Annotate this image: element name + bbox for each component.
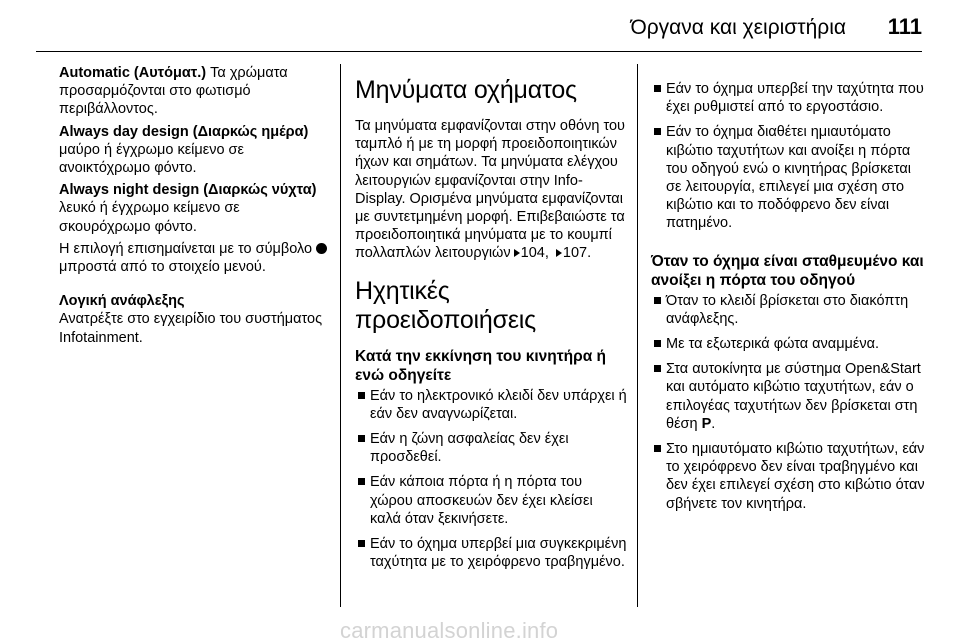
audible-warnings-heading: Ηχητικές προειδοποιήσεις xyxy=(355,276,536,334)
logic-heading: Λογική ανάφλεξης xyxy=(59,293,185,310)
page-number: 111 xyxy=(887,14,922,39)
engine-start-list xyxy=(355,387,627,572)
list-item xyxy=(651,292,925,328)
selection-text-post: μπροστά από το στοιχείο μενού. xyxy=(59,259,266,276)
list-item-text: Εάν η ζώνη ασφαλείας δεν έχει προσδεθεί. xyxy=(370,431,569,466)
night-design-text: λευκό ή έγχρωμο κείμενο σε σκουρόχρωμο φόντο. xyxy=(59,200,240,235)
selection-paragraph xyxy=(59,240,329,276)
square-bullet-icon xyxy=(358,435,365,442)
reference-separator: , xyxy=(544,245,553,262)
watermark: carmanualsonline.info xyxy=(340,618,559,643)
reference-end: . xyxy=(587,245,592,262)
list-item-text: Όταν το κλειδί βρίσκεται στο διακόπτη ανάφλεξης. xyxy=(666,292,909,327)
automatic-text: Τα χρώματα προσαρμόζονται στο φωτισμό περιβάλλοντος. xyxy=(59,65,288,118)
list-item-text: Στα αυτοκίνητα με σύστημα Open&Start και αυτόματο κιβώτιο ταχυτήτων, εάν ο επιλογέας ταχυτήτων δεν βρίσκεται στη θέση xyxy=(666,361,921,432)
night-design-label: Always night design (Διαρκώς νύχτα) xyxy=(59,182,317,199)
list-item-text: Με τα εξωτερικά φώτα αναμμένα. xyxy=(666,336,880,353)
page-header xyxy=(0,0,960,52)
vehicle-messages-text xyxy=(355,117,627,263)
header-divider xyxy=(36,51,922,52)
list-item xyxy=(651,360,925,433)
square-bullet-icon xyxy=(358,392,365,399)
list-item-text: Στο ημιαυτόματο κιβώτιο ταχυτήτων, εάν το χειρόφρενο δεν είναι τραβηγμένο και δεν έχει επιλεγεί σχέση στο κιβώτιο όταν σβήνετε τον κινητήρα. xyxy=(666,441,925,512)
day-design-text: μαύρο ή έγχρωμο κείμενο σε ανοικτόχρωμο φόντο. xyxy=(59,141,244,177)
list-item-text: Εάν το όχημα υπερβεί μια συγκεκριμένη ταχύτητα με το χειρόφρενο τραβηγμένο. xyxy=(370,536,627,571)
list-item xyxy=(651,123,925,232)
list-item xyxy=(355,387,627,423)
reference-arrow-icon xyxy=(514,249,520,257)
automatic-paragraph xyxy=(59,64,329,119)
reference-page-2[interactable]: 107 xyxy=(562,245,588,262)
list-item xyxy=(355,535,627,571)
parked-subheading: Όταν το όχημα είναι σταθμευμένο και ανοίξει η πόρτα του οδηγού xyxy=(651,252,924,289)
day-design-paragraph xyxy=(59,123,329,178)
gear-position-p: P xyxy=(701,415,712,432)
parked-list xyxy=(651,292,925,513)
speed-list xyxy=(651,80,925,233)
column-1 xyxy=(59,64,329,347)
chapter-title: Όργανα και χειριστήρια xyxy=(630,16,846,39)
vehicle-messages-heading: Μηνύματα οχήματος xyxy=(355,76,577,104)
list-item-text: Εάν κάποια πόρτα ή η πόρτα του χώρου αποσκευών δεν έχει κλείσει καλά όταν ξεκινήσετε. xyxy=(370,474,593,527)
column-3 xyxy=(651,64,925,520)
square-bullet-icon xyxy=(654,445,661,452)
automatic-label: Automatic (Αυτόματ.) xyxy=(59,65,207,81)
list-item xyxy=(651,335,925,353)
list-item-text: Εάν το όχημα διαθέτει ημιαυτόματο κιβώτιο ταχυτήτων και ανοίξει η πόρτα του οδηγού ενώ ο κινητήρας βρίσκεται σε λειτουργία, επιλεγεί μια σχέση στο κιβώτιο και το ποδόφρενο δεν είναι πατημένο. xyxy=(666,124,911,232)
reference-arrow-icon xyxy=(556,249,562,257)
reference-page-1[interactable]: 104 xyxy=(520,245,545,262)
square-bullet-icon xyxy=(358,540,365,547)
dot-icon xyxy=(316,243,327,254)
list-item xyxy=(355,473,627,528)
column-divider-1 xyxy=(340,64,341,607)
square-bullet-icon xyxy=(654,128,661,135)
list-item-end: . xyxy=(711,415,716,432)
list-item xyxy=(651,80,925,116)
list-item xyxy=(651,440,925,513)
square-bullet-icon xyxy=(654,297,661,304)
selection-text-pre: Η επιλογή επισημαίνεται με το σύμβολο xyxy=(59,240,313,257)
column-2 xyxy=(355,64,627,578)
messages-body: Τα μηνύματα εμφανίζονται στην οθόνη του ταμπλό ή με τη μορφή προειδοποιητικών ήχων και σημάτων. Τα μηνύματα ελέγχου λειτουργιών εμφανίζονται στην Info-Display. Ορισμένα μηνύματα εμφανίζονται με συντετμημένη μορφή. Επιβεβαιώστε τα προειδοποιητικά μηνύματα με το κουμπί πολλαπλών λειτουργιών xyxy=(355,118,625,262)
square-bullet-icon xyxy=(654,365,661,372)
list-item-text: Εάν το όχημα υπερβεί την ταχύτητα που έχει ρυθμιστεί από το εργοστάσιο. xyxy=(666,81,924,116)
engine-start-subheading: Κατά την εκκίνηση του κινητήρα ή ενώ οδηγείτε xyxy=(355,347,607,384)
logic-text: Ανατρέξτε στο εγχειρίδιο του συστήματος Infotainment. xyxy=(59,311,323,346)
square-bullet-icon xyxy=(358,478,365,485)
night-design-paragraph xyxy=(59,181,329,236)
column-divider-2 xyxy=(637,64,638,607)
square-bullet-icon xyxy=(654,85,661,92)
square-bullet-icon xyxy=(654,340,661,347)
list-item xyxy=(355,430,627,466)
list-item-text: Εάν το ηλεκτρονικό κλειδί δεν υπάρχει ή εάν δεν αναγνωρίζεται. xyxy=(370,387,627,422)
day-design-label: Always day design (Διαρκώς ημέρα) xyxy=(59,123,309,140)
